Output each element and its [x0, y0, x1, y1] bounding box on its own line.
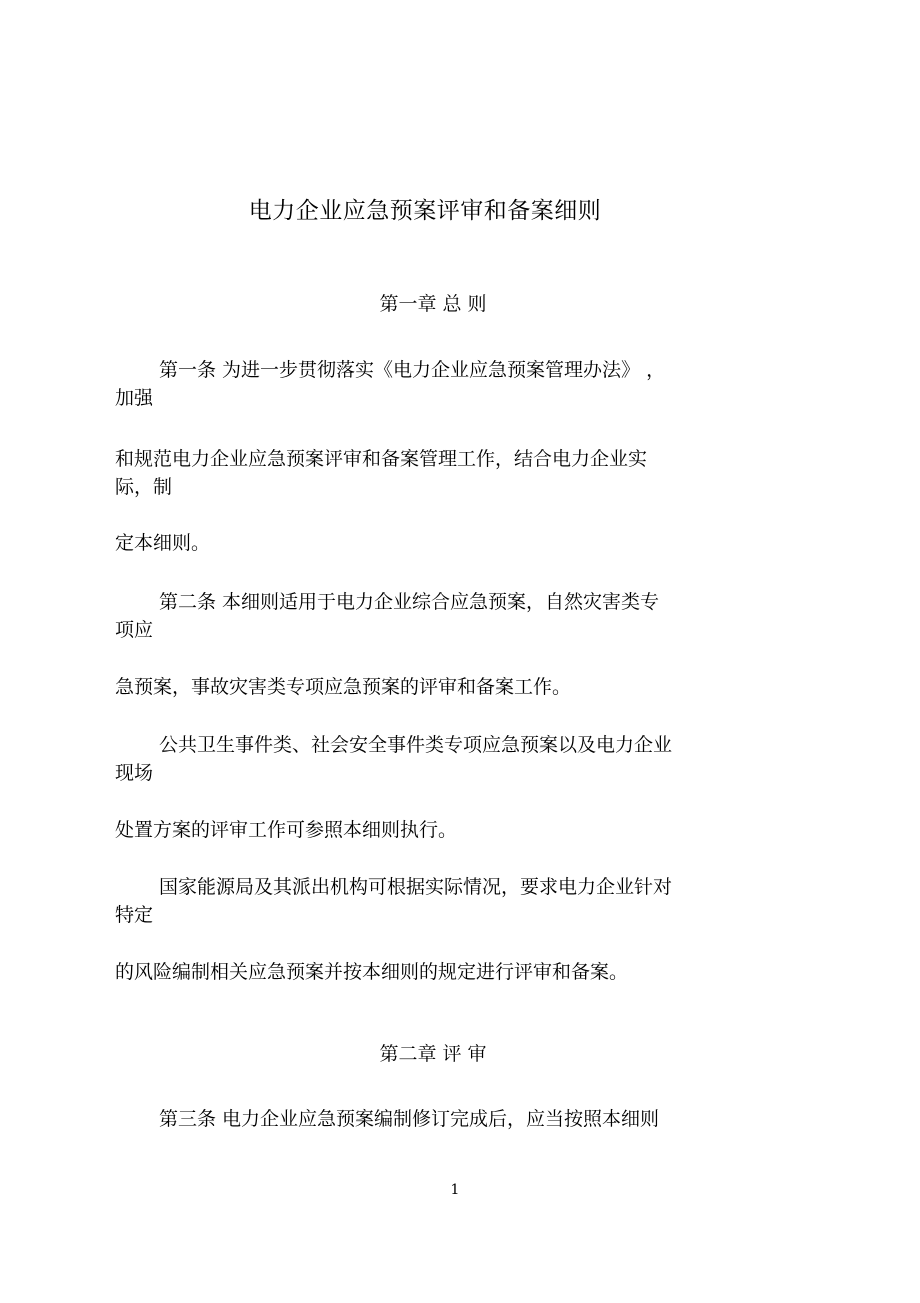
document-title: 电力企业应急预案评审和备案细则 [248, 198, 602, 224]
paragraph-line: 现场 [115, 762, 154, 784]
article-2-line: 项应 [115, 619, 154, 641]
paragraph-line: 国家能源局及其派出机构可根据实际情况，要求电力企业针对 [159, 876, 673, 898]
article-1-line: 加强 [115, 387, 154, 409]
chapter-2-heading: 第二章 评 审 [379, 1043, 487, 1065]
article-3-line: 第三条 电力企业应急预案编制修订完成后，应当按照本细则 [159, 1108, 660, 1130]
chapter-1-heading: 第一章 总 则 [379, 293, 487, 315]
page-number: 1 [450, 1182, 460, 1198]
paragraph-line: 的风险编制相关应急预案并按本细则的规定进行评审和备案。 [115, 961, 629, 983]
article-1-line: 第一条 为进一步贯彻落实《电力企业应急预案管理办法》 ， [159, 359, 666, 381]
article-1-line: 和规范电力企业应急预案评审和备案管理工作，结合电力企业实 [115, 448, 648, 470]
article-2-line: 第二条 本细则适用于电力企业综合应急预案，自然灾害类专 [159, 591, 660, 613]
article-1-line: 定本细则。 [115, 532, 211, 554]
paragraph-line: 特定 [115, 904, 154, 926]
paragraph-line: 处置方案的评审工作可参照本细则执行。 [115, 819, 458, 841]
paragraph-line: 公共卫生事件类、社会安全事件类专项应急预案以及电力企业 [159, 734, 673, 756]
article-2-line: 急预案，事故灾害类专项应急预案的评审和备案工作。 [115, 676, 572, 698]
article-1-line: 际，制 [115, 476, 173, 498]
